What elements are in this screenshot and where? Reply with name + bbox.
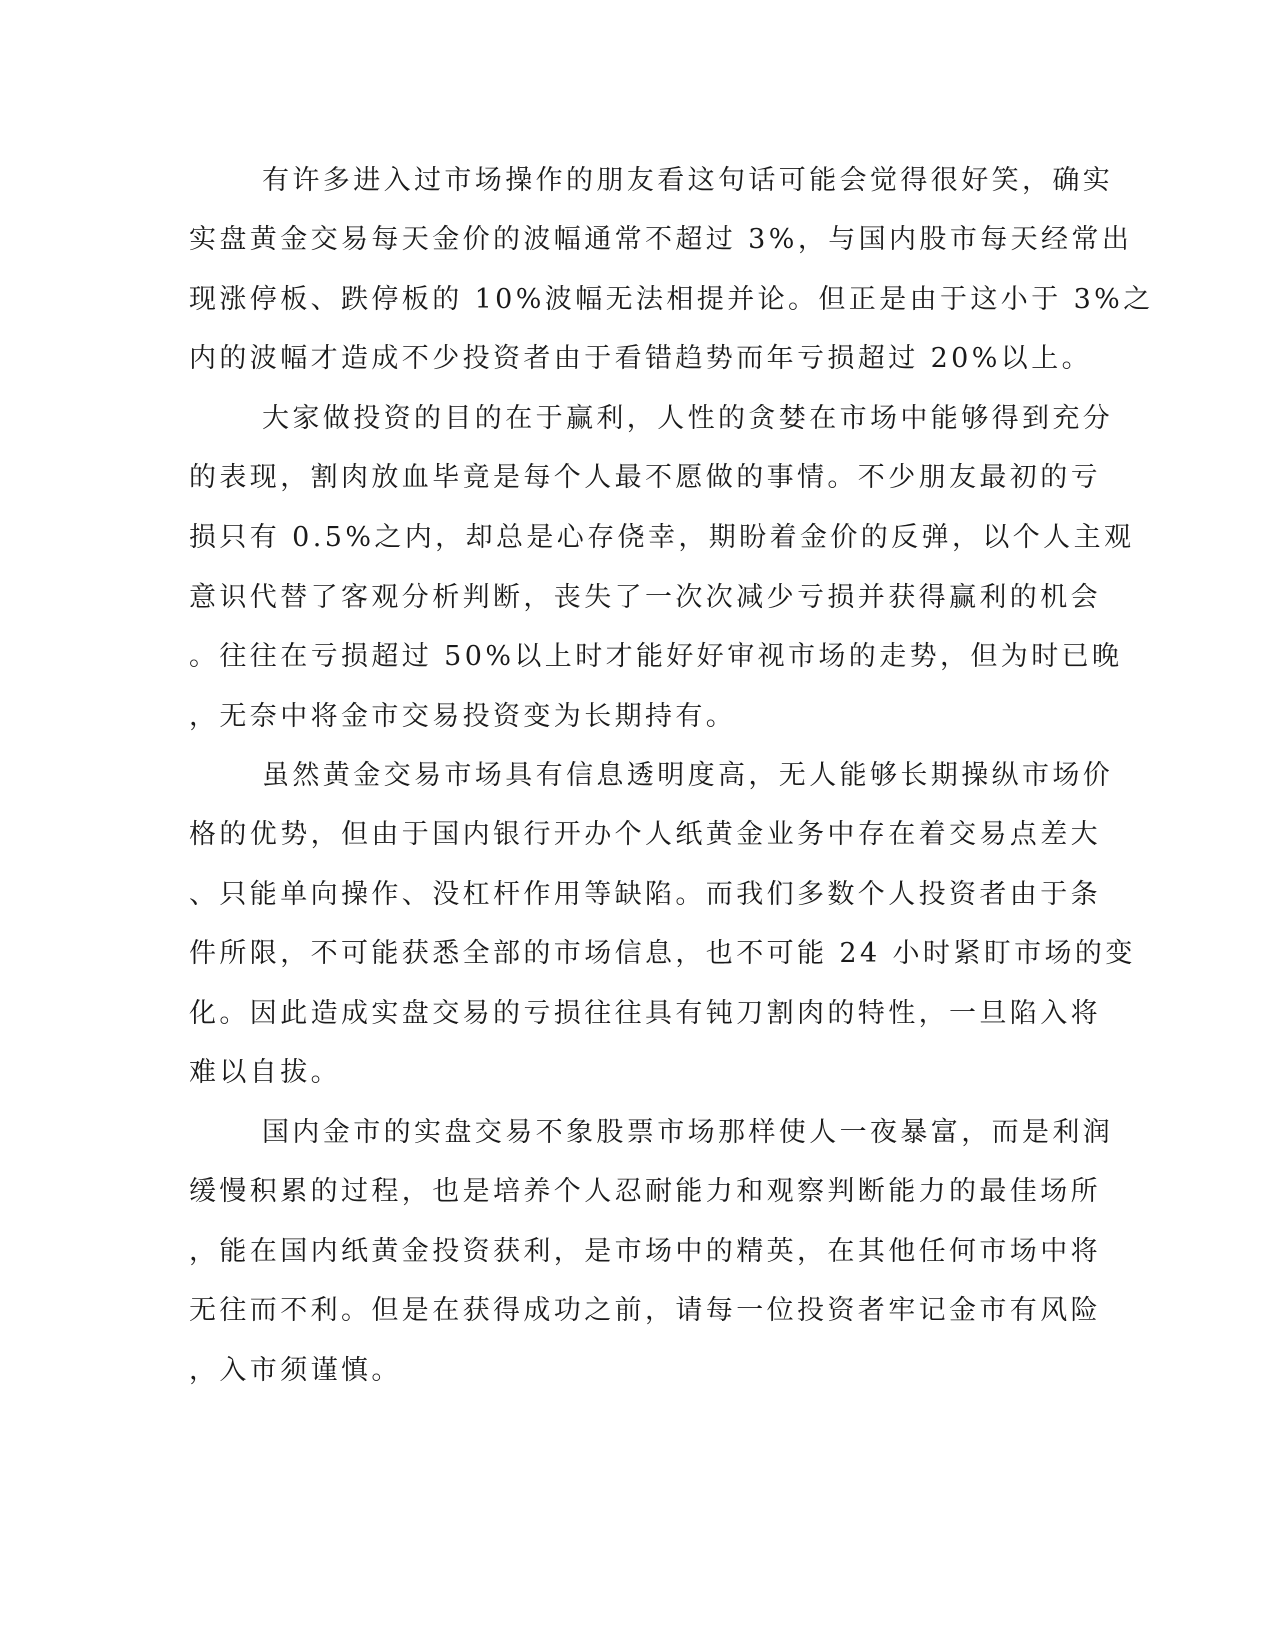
paragraph-3-line-3: 、只能单向操作、没杠杆作用等缺陷。而我们多数个人投资者由于条 (189, 879, 1101, 910)
paragraph-2-line-3: 损只有 0.5%之内，却总是心存侥幸，期盼着金价的反弹，以个人主观 (189, 522, 1135, 553)
paragraph-2-line-1: 大家做投资的目的在于赢利，人性的贪婪在市场中能够得到充分 (262, 403, 1114, 434)
paragraph-4-line-1: 国内金市的实盘交易不象股票市场那样使人一夜暴富，而是利润 (262, 1117, 1114, 1148)
paragraph-4-line-3: ，能在国内纸黄金投资获利，是市场中的精英，在其他任何市场中将 (189, 1236, 1101, 1267)
paragraph-3-line-6: 难以自拔。 (189, 1057, 341, 1088)
paragraph-3-line-1: 虽然黄金交易市场具有信息透明度高，无人能够长期操纵市场价 (262, 760, 1114, 791)
paragraph-4-line-5: ，入市须谨慎。 (189, 1355, 402, 1386)
paragraph-2-line-4: 意识代替了客观分析判断，丧失了一次次减少亏损并获得赢利的机会 (189, 582, 1101, 613)
paragraph-4-line-4: 无往而不利。但是在获得成功之前，请每一位投资者牢记金市有风险 (189, 1295, 1101, 1326)
paragraph-2-line-2: 的表现，割肉放血毕竟是每个人最不愿做的事情。不少朋友最初的亏 (189, 462, 1101, 493)
paragraph-3-line-5: 化。因此造成实盘交易的亏损往往具有钝刀割肉的特性，一旦陷入将 (189, 998, 1101, 1029)
paragraph-1-line-2: 实盘黄金交易每天金价的波幅通常不超过 3%，与国内股市每天经常出 (189, 224, 1133, 255)
paragraph-2-line-6: ，无奈中将金市交易投资变为长期持有。 (189, 701, 737, 732)
paragraph-3-line-4: 件所限，不可能获悉全部的市场信息，也不可能 24 小时紧盯市场的变 (189, 938, 1136, 969)
paragraph-1-line-4: 内的波幅才造成不少投资者由于看错趋势而年亏损超过 20%以上。 (189, 343, 1092, 374)
paragraph-3-line-2: 格的优势，但由于国内银行开办个人纸黄金业务中存在着交易点差大 (189, 819, 1101, 850)
paragraph-1-line-3: 现涨停板、跌停板的 10%波幅无法相提并论。但正是由于这小于 3%之 (189, 284, 1154, 315)
paragraph-2-line-5: 。往往在亏损超过 50%以上时才能好好审视市场的走势，但为时已晚 (189, 641, 1123, 672)
paragraph-4-line-2: 缓慢积累的过程，也是培养个人忍耐能力和观察判断能力的最佳场所 (189, 1176, 1101, 1207)
paragraph-1-line-1: 有许多进入过市场操作的朋友看这句话可能会觉得很好笑，确实 (262, 165, 1114, 196)
